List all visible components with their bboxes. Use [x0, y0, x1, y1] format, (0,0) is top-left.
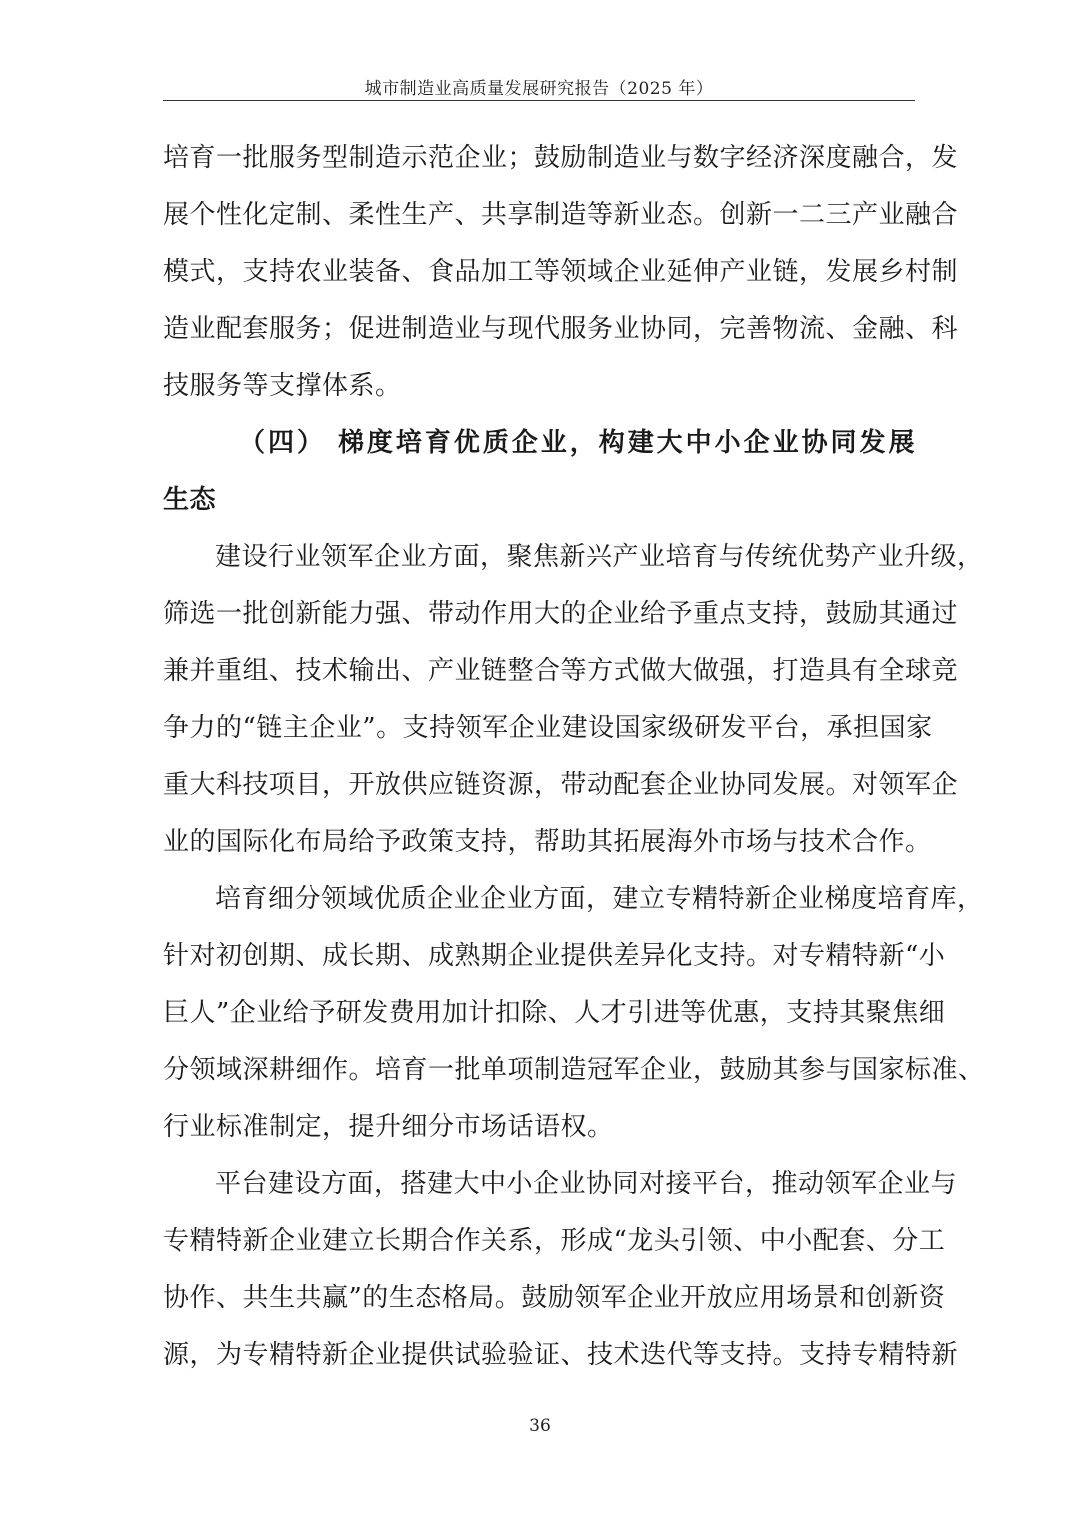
text-line: 协作、共生共赢”的生态格局。鼓励领军企业开放应用场景和创新资 — [163, 1283, 946, 1313]
text-line: 专精特新企业建立长期合作关系，形成“龙头引领、中小配套、分工 — [163, 1226, 946, 1256]
paragraph-niche-enterprises — [163, 871, 985, 1156]
page-number: 36 — [529, 1416, 551, 1436]
text-line: 争力的“链主企业”。支持领军企业建设国家级研发平台，承担国家 — [163, 713, 933, 743]
document-body — [163, 130, 985, 1384]
text-line: 培育一批服务型制造示范企业；鼓励制造业与数字经济深度融合，发 — [163, 143, 959, 173]
text-line: 平台建设方面，搭建大中小企业协同对接平台，推动领军企业与 — [215, 1169, 958, 1199]
text-line: 重大科技项目，开放供应链资源，带动配套企业协同发展。对领军企 — [163, 770, 959, 800]
section-heading-line: （四） 梯度培育优质企业，构建大中小企业协同发展 — [239, 428, 915, 458]
paragraph-leading-enterprises — [163, 529, 984, 871]
text-line: 造业配套服务；促进制造业与现代服务业协同，完善物流、金融、科 — [163, 314, 959, 344]
text-line: 建设行业领军企业方面，聚焦新兴产业培育与传统优势产业升级， — [215, 542, 984, 572]
page-header-title: 城市制造业高质量发展研究报告（2025 年） — [364, 79, 714, 99]
text-line: 展个性化定制、柔性生产、共享制造等新业态。创新一二三产业融合 — [163, 200, 959, 230]
text-line: 培育细分领域优质企业企业方面，建立专精特新企业梯度培育库， — [215, 884, 984, 914]
text-line: 筛选一批创新能力强、带动作用大的企业给予重点支持，鼓励其通过 — [163, 599, 959, 629]
text-line: 源，为专精特新企业提供试验验证、技术迭代等支持。支持专精特新 — [163, 1340, 959, 1370]
text-line: 分领域深耕细作。培育一批单项制造冠军企业，鼓励其参与国家标准、 — [163, 1055, 985, 1085]
text-line: 巨人”企业给予研发费用加计扣除、人才引进等优惠，支持其聚焦细 — [163, 998, 946, 1028]
text-line: 技服务等支撑体系。 — [163, 371, 402, 401]
text-line: 模式，支持农业装备、食品加工等领域企业延伸产业链，发展乡村制 — [163, 257, 959, 287]
paragraph-service-manufacturing — [163, 130, 959, 415]
header-divider — [163, 100, 915, 101]
section-heading — [163, 415, 915, 529]
section-heading-line: 生态 — [163, 485, 217, 515]
text-line: 业的国际化布局给予政策支持，帮助其拓展海外市场与技术合作。 — [163, 827, 932, 857]
text-line: 行业标准制定，提升细分市场话语权。 — [163, 1112, 614, 1142]
paragraph-platform-building — [163, 1156, 959, 1384]
text-line: 兼并重组、技术输出、产业链整合等方式做大做强，打造具有全球竞 — [163, 656, 959, 686]
text-line: 针对初创期、成长期、成熟期企业提供差异化支持。对专精特新“小 — [163, 941, 946, 971]
